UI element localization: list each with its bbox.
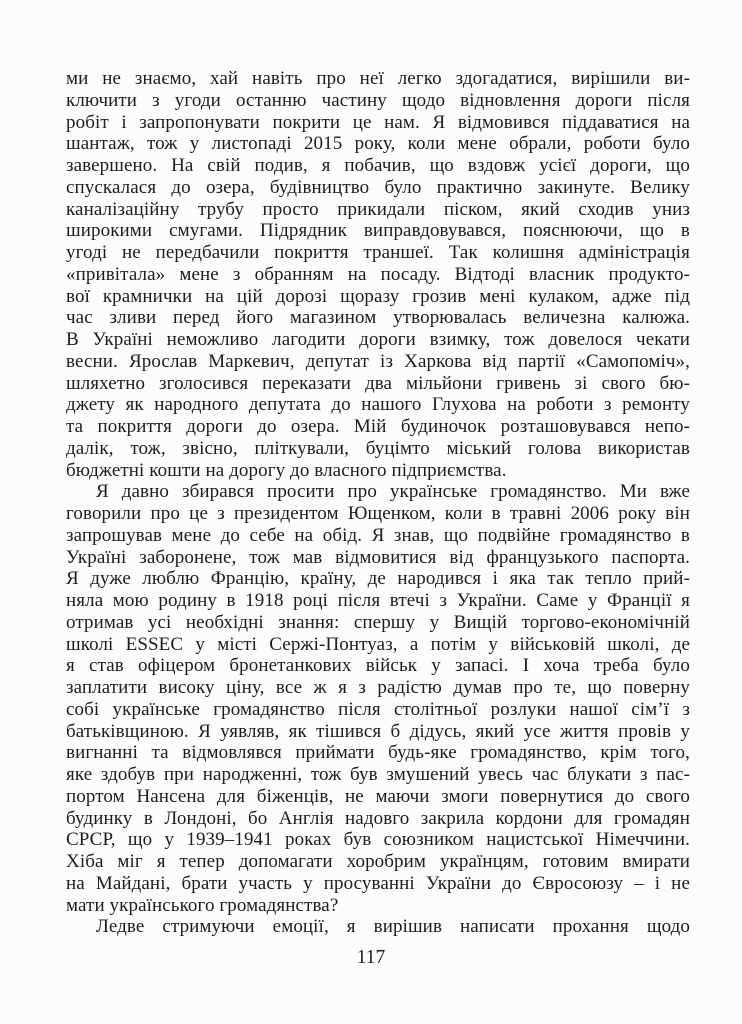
text-line: Я дуже люблю Францію, країну, де народився і яка так тепло прий-: [66, 568, 690, 590]
text-line: джету як народного депутата до нашого Глухова на роботи з ремонту: [66, 394, 690, 416]
text-line: «привітала» мене з обранням на посаду. Відтоді власник продукто-: [66, 263, 690, 285]
text-line: ми не знаємо, хай навіть про неї легко здогадатися, вирішили ви-: [66, 68, 690, 89]
text-line: завершено. На свій подив, я побачив, що вздовж усієї дороги, що: [66, 155, 690, 176]
text-line: Ледве стримуючи емоції, я вирішив написати прохання щодо: [96, 916, 690, 938]
text-line: шляхетно зголосився переказати два мільйони гривень зі свого бю-: [66, 372, 690, 394]
paragraph: [66, 481, 690, 916]
text-line: батьківщиною. Я уявляв, як тішився б дідусь, який усе життя провів у: [66, 720, 690, 742]
text-line: на Майдані, брати участь у просуванні України до Євросоюзу – і не: [66, 872, 690, 894]
text-line: угоді не передбачили покриття траншеї. Так колишня адміністрація: [66, 242, 690, 263]
text-line: шантаж, тож у листопаді 2015 року, коли мене обрали, роботи було: [66, 133, 690, 155]
text-line: робіт і запропонувати покрити це нам. Я відмовився піддаватися на: [66, 111, 690, 133]
page-number: 117: [356, 947, 386, 968]
text-line: Хіба міг я тепер допомагати хоробрим українцям, готовим вмирати: [66, 851, 690, 872]
text-line: ключити з угоди останню частину щодо відновлення дороги після: [66, 89, 690, 111]
text-line: мати українського громадянства?: [66, 894, 339, 916]
text-line: запрошував мене до себе на обід. Я знав, що подвійне громадянство в: [66, 524, 690, 546]
text-line: отримав усі необхідні знання: спершу у Вищій торгово-економічній: [66, 611, 690, 633]
text-line: широкими смугами. Підрядник виправдовувався, пояснюючи, що в: [66, 220, 690, 242]
text-line: СРСР, що у 1939–1941 роках був союзником нацистської Німеччини.: [66, 829, 690, 851]
text-line: будинку в Лондоні, бо Англія надовго закрила кордони для громадян: [66, 807, 690, 829]
text-line: портом Нансена для біженців, не маючи змоги повернутися до свого: [66, 785, 690, 807]
text-line: заплатити високу ціну, все ж я з радістю думав про те, що поверну: [66, 677, 690, 698]
paragraph: [66, 68, 690, 481]
text-block: [66, 68, 690, 938]
text-line: каналізаційну трубу просто прикидали піском, який сходив униз: [66, 198, 690, 220]
paragraph: [66, 916, 690, 938]
text-line: далік, тож, звісно, пліткували, буцімто міський голова використав: [66, 437, 690, 459]
text-line: та покриття дороги до озера. Мій будиночок розташовувався непо-: [66, 416, 690, 437]
text-line: спускалася до озера, будівництво було практично закинуте. Велику: [66, 176, 690, 198]
text-line: я став офіцером бронетанкових військ у запасі. І хоча треба було: [66, 655, 690, 677]
text-line: Я давно збирався просити про українське громадянство. Ми вже: [96, 481, 690, 503]
text-line: собі українське громадянство після столітньої розлуки нашої сім’ї з: [66, 698, 690, 720]
text-line: В Україні неможливо лагодити дороги взимку, тож довелося чекати: [66, 329, 690, 350]
text-line: весни. Ярослав Маркевич, депутат із Харкова від партії «Самопоміч»,: [66, 350, 690, 372]
text-line: яке здобув при народженні, тож був змушений увесь час блукати з пас-: [66, 764, 690, 785]
text-line: школі ESSEC у місті Сержі-Понтуаз, а потім у військовій школі, де: [66, 633, 690, 655]
text-line: вої крамнички на цій дорозі щоразу грозив мені кулаком, адже під: [66, 285, 690, 307]
text-line: говорили про це з президентом Ющенком, коли в травні 2006 року він: [66, 503, 690, 524]
text-line: вигнанні та відмовлявся приймати будь-яке громадянство, крім того,: [66, 742, 690, 764]
text-line: бюджетні кошти на дорогу до власного підприємства.: [66, 459, 507, 481]
text-line: Україні заборонене, тож мав відмовитися від французького паспорта.: [66, 546, 690, 568]
text-line: няла мою родину в 1918 році після втечі з України. Саме у Франції я: [66, 590, 690, 611]
text-line: час зливи перед його магазином утворювалась величезна калюжа.: [66, 307, 690, 329]
